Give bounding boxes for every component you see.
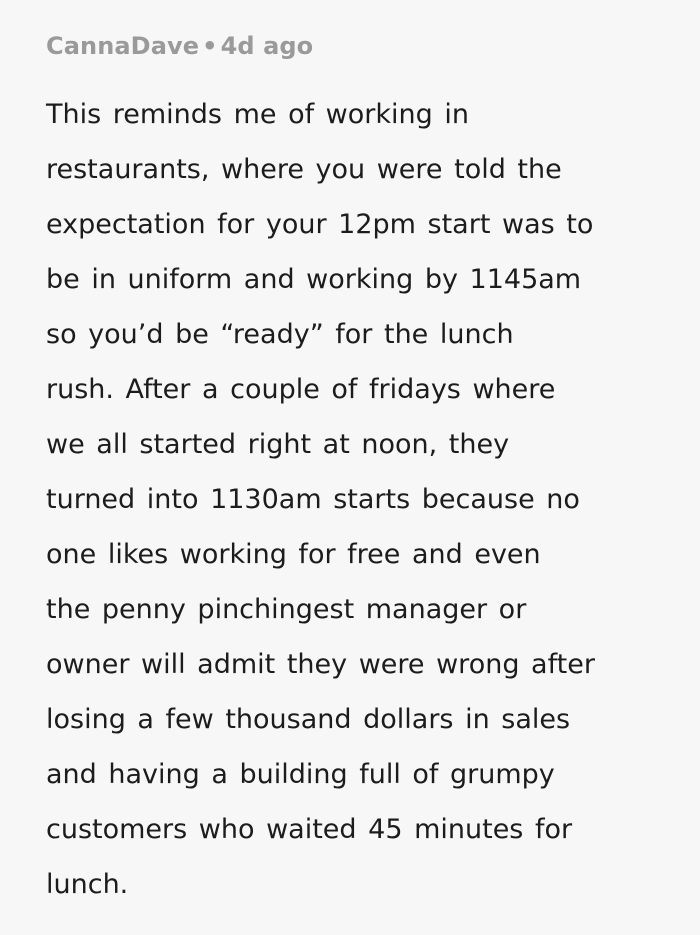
comment [46, 26, 656, 912]
comment-body [46, 87, 656, 912]
comment-line: lunch. [46, 869, 129, 900]
comment-line: losing a few thousand dollars in sales [46, 704, 571, 735]
comment-line: expectation for your 12pm start was to [46, 209, 594, 240]
comment-line: This reminds me of working in [46, 99, 469, 130]
comment-line: be in uniform and working by 1145am [46, 264, 582, 295]
comment-line: so you’d be “ready” for the lunch [46, 319, 514, 350]
comment-line: owner will admit they were wrong after [46, 649, 595, 680]
comment-line: turned into 1130am starts because no [46, 484, 580, 515]
comment-meta [46, 26, 656, 66]
comment-line: and having a building full of grumpy [46, 759, 555, 790]
comment-line: restaurants, where you were told the [46, 154, 562, 185]
comment-line: rush. After a couple of fridays where [46, 374, 556, 405]
comment-line: the penny pinchingest manager or [46, 594, 527, 625]
comment-line: we all started right at noon, they [46, 429, 510, 460]
comment-timestamp: 4d ago [220, 32, 314, 60]
comment-line: one likes working for free and even [46, 539, 541, 570]
comment-line: customers who waited 45 minutes for [46, 814, 573, 845]
meta-separator: • [202, 32, 218, 60]
comment-author[interactable]: CannaDave [46, 32, 200, 60]
